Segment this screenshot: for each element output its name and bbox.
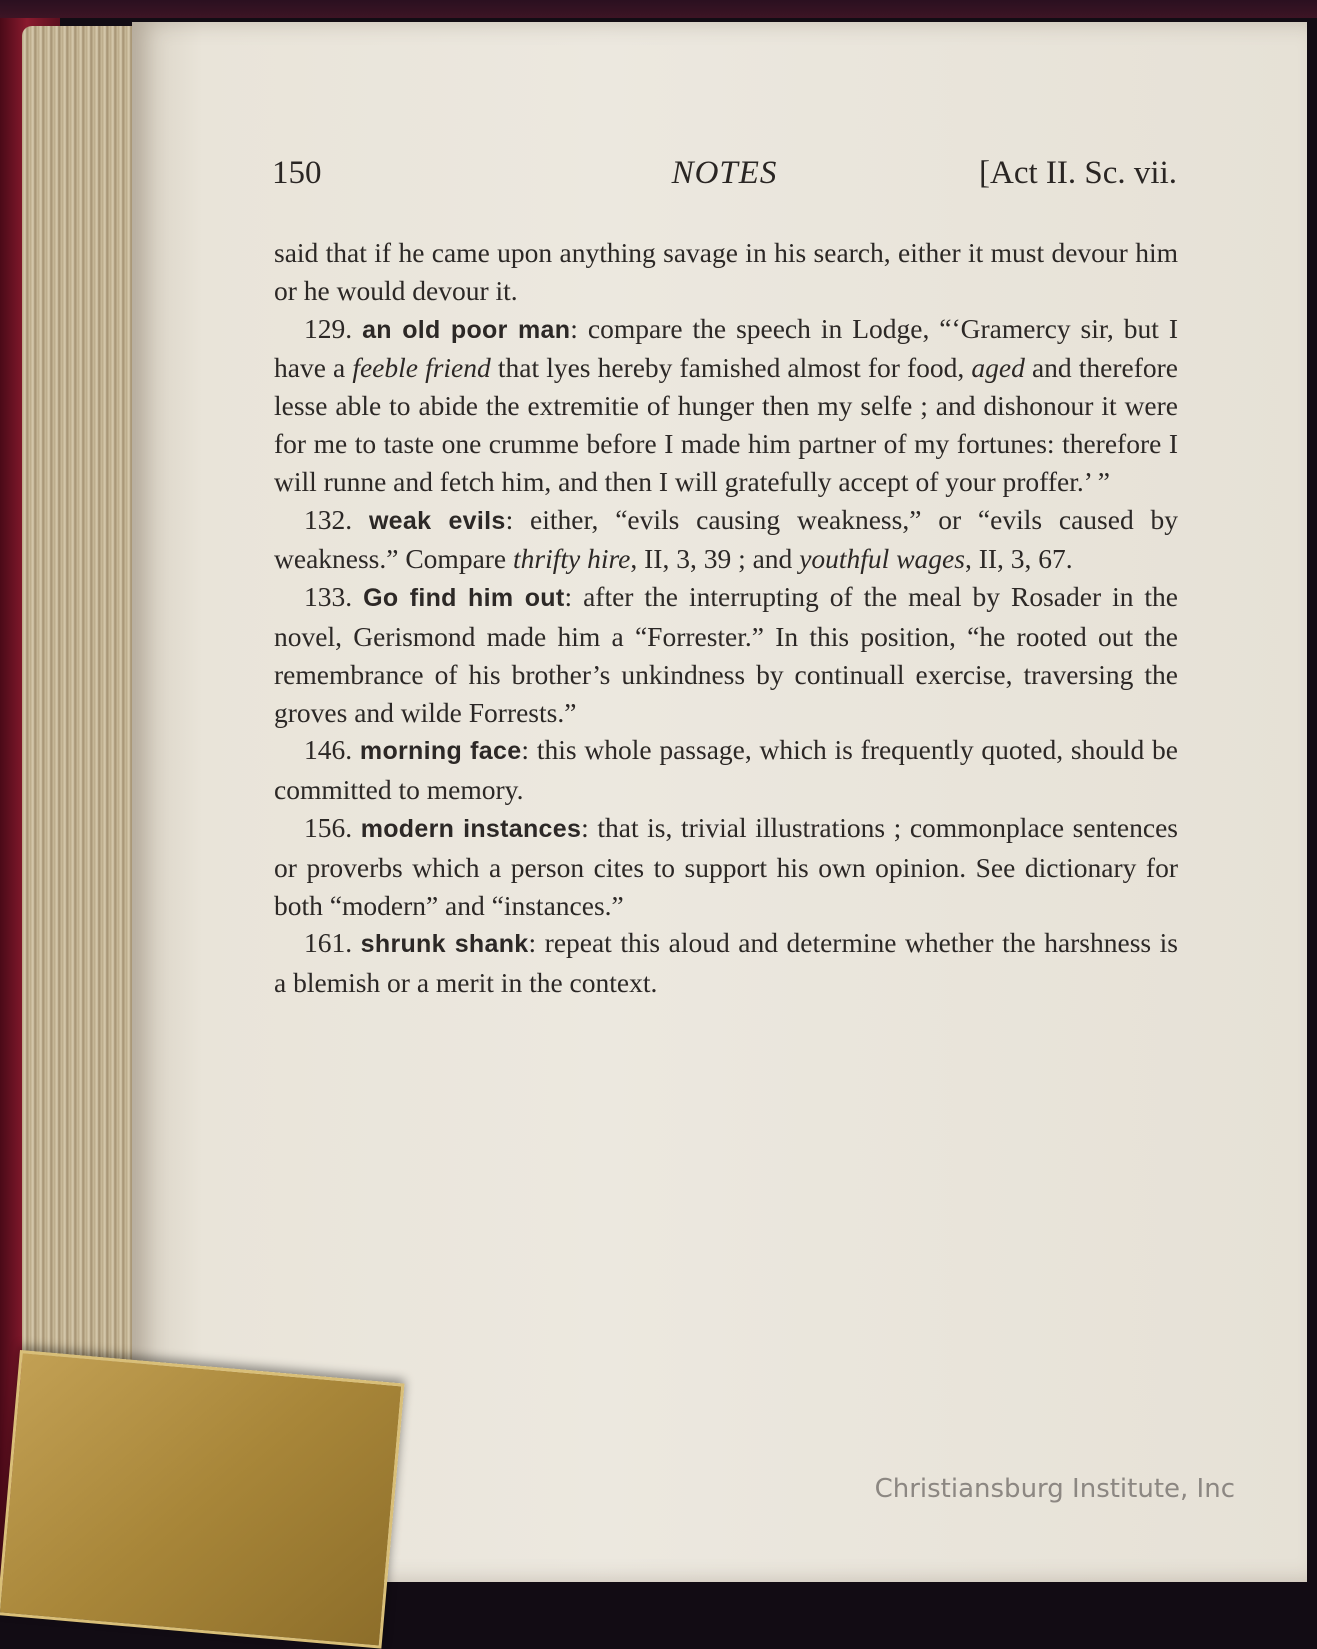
note-keyword: morning face <box>359 737 522 766</box>
note-keyword: Go find him out <box>363 584 565 613</box>
note-keyword: weak evils <box>368 506 506 535</box>
note-132: 132. weak evils: either, “evils causing weakness,” or “evils caused by weakness.” Compare thrifty hire, II, 3, 39 ; and youthful wages, II, 3, 67. <box>274 503 1178 575</box>
note-161: 161. shrunk shank: repeat this aloud and determine whether the harshness is a blemish or a merit in the context. <box>274 927 1178 999</box>
page-title: NOTES <box>671 155 778 191</box>
book-cover-top <box>0 0 1317 18</box>
act-scene-label: [Act II. Sc. vii. <box>979 155 1177 191</box>
page-header <box>272 155 1177 199</box>
note-129: 129. an old poor man: compare the speech in Lodge, “‘Gramercy sir, but I have a feeble friend that lyes hereby famished almost for food, aged and therefore lesse able to abide the extremitie of hunger then my selfe ; and dishonour it were for me to taste one crumme before I made him partner of my fortunes: therefore I will runne and fetch him, and then I will gratefully accept of your proffer.’ ” <box>274 312 1179 497</box>
ribbon-bookmark <box>0 1350 405 1649</box>
note-keyword: an old poor man <box>362 315 571 344</box>
notes-body <box>274 234 1178 1002</box>
note-156: 156. modern instances: that is, trivial illustrations ; commonplace sentences or proverbs which a person cites to support his own opinion. See dictionary for both “modern” and “instances.” <box>274 811 1178 921</box>
page-number: 150 <box>272 155 322 191</box>
note-keyword: shrunk shank <box>360 930 529 959</box>
note-keyword: modern instances <box>360 814 582 843</box>
note-133: 133. Go find him out: after the interrupting of the meal by Rosader in the novel, Gerismond made him a “Forrester.” In this position, “he rooted out the remembrance of his brother’s unkindness by continuall exercise, traversing the groves and wilde Forrests.” <box>274 581 1179 728</box>
paragraph-continued: said that if he came upon anything savage in his search, either it must devour him or he would devour it. <box>274 237 1178 306</box>
watermark-credit: Christiansburg Institute, Inc <box>874 1474 1235 1504</box>
page-edges <box>22 26 142 1581</box>
note-146: 146. morning face: this whole passage, which is frequently quoted, should be committed to memory. <box>274 734 1179 806</box>
